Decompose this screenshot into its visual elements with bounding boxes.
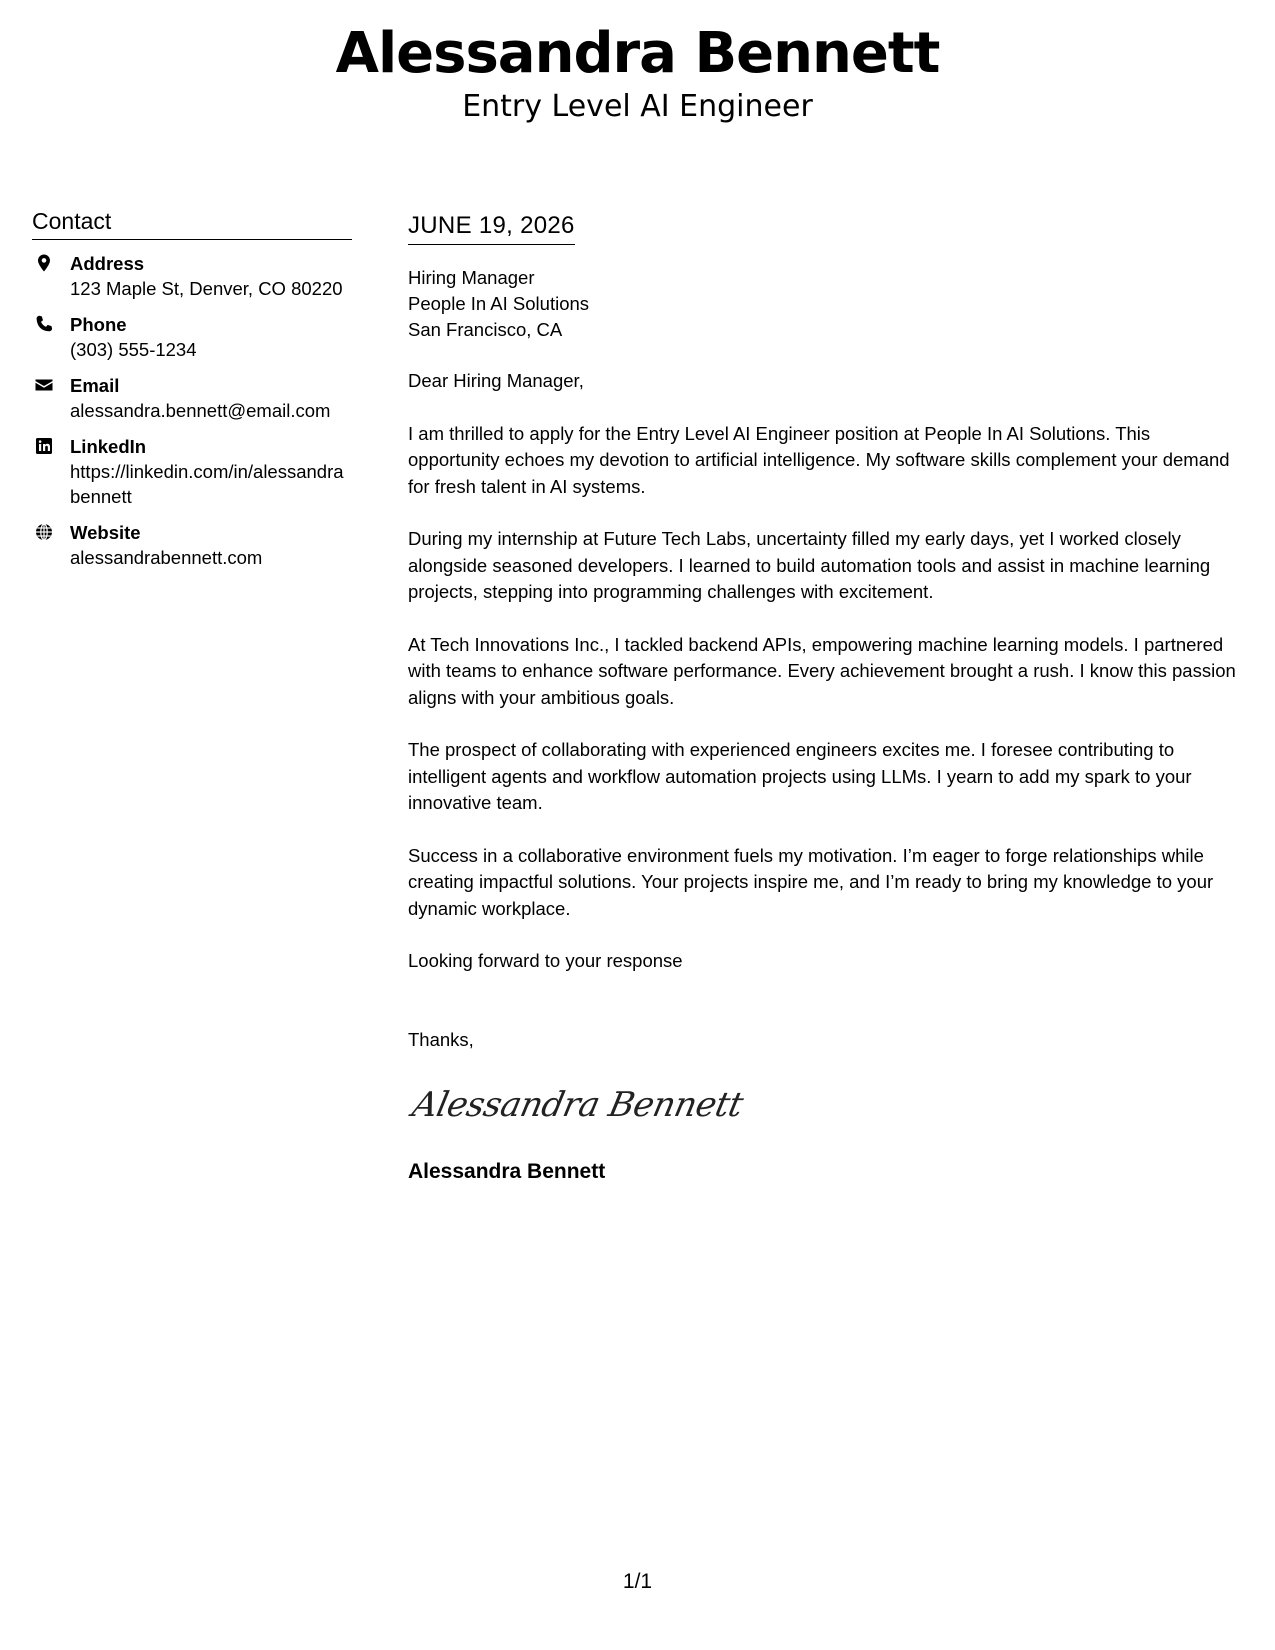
phone-icon	[34, 314, 54, 334]
signer-name: Alessandra Bennett	[408, 1160, 606, 1183]
contact-item-email	[32, 374, 352, 423]
contact-heading: Contact	[32, 205, 352, 240]
letter-paragraph: I am thrilled to apply for the Entry Level AI Engineer position at People In AI Solutions. This opportunity echoes my devotion to artificial intelligence. My software skills complement your demand for fresh talent in AI systems.	[408, 422, 1230, 497]
applicant-name: Alessandra Bennett	[335, 21, 940, 86]
website-value[interactable]: alessandrabennett.com	[70, 547, 263, 568]
contact-label: Website	[70, 522, 141, 543]
letter-paragraph: Success in a collaborative environment fuels my motivation. I’m eager to forge relationships while creating impactful solutions. Your projects inspire me, and I’m ready to bring my knowledge to your dynamic workplace.	[408, 844, 1214, 919]
recipient-line: People In AI Solutions	[408, 293, 590, 314]
contact-item-address	[32, 252, 352, 301]
contact-label: LinkedIn	[70, 436, 147, 457]
globe-icon	[34, 522, 54, 542]
contact-item-website	[32, 521, 352, 570]
recipient-block	[408, 265, 1238, 343]
linkedin-icon	[34, 436, 54, 456]
letter-body	[408, 210, 1238, 1187]
linkedin-value[interactable]: https://linkedin.com/in/alessandrabennett	[70, 461, 344, 507]
contact-item-phone	[32, 313, 352, 362]
map-pin-icon	[34, 253, 54, 273]
contact-label: Address	[70, 253, 145, 274]
handwritten-signature	[408, 1081, 747, 1129]
letter-date-block	[408, 210, 575, 245]
letter-paragraph: During my internship at Future Tech Labs, uncertainty filled my early days, yet I worked closely alongside seasoned developers. I learned to build automation tools and assist in machine learning projects, stepping into programming challenges with excitement.	[408, 528, 1211, 602]
contact-label: Phone	[70, 314, 127, 335]
letter-date: JUNE 19, 2026	[408, 212, 575, 239]
letter-paragraph: The prospect of collaborating with experienced engineers excites me. I foresee contributing to intelligent agents and workflow automation projects using LLMs. I yearn to add my spark to your innovative team.	[408, 739, 1192, 813]
contact-list	[32, 252, 352, 570]
address-value: 123 Maple St, Denver, CO 80220	[70, 278, 343, 299]
phone-value[interactable]: (303) 555-1234	[70, 339, 197, 360]
page-number: 1/1	[622, 1570, 653, 1593]
envelope-icon	[34, 375, 54, 395]
salutation: Dear Hiring Manager,	[408, 370, 584, 391]
signoff: Thanks,	[408, 1028, 474, 1050]
recipient-line: Hiring Manager	[408, 267, 535, 288]
job-title: Entry Level AI Engineer	[462, 89, 813, 124]
contact-sidebar	[32, 205, 352, 570]
contact-item-linkedin	[32, 435, 352, 509]
contact-label: Email	[70, 375, 120, 396]
letter-paragraph: At Tech Innovations Inc., I tackled backend APIs, empowering machine learning models. I partnered with teams to enhance software performance. Every achievement brought a rush. I know this passion aligns with your ambitious goals.	[408, 633, 1236, 708]
signature-text: Alessandra Bennett	[408, 1085, 747, 1125]
closing-line: Looking forward to your response	[408, 950, 683, 971]
email-value[interactable]: alessandra.bennett@email.com	[70, 400, 331, 421]
recipient-line: San Francisco, CA	[408, 319, 563, 340]
